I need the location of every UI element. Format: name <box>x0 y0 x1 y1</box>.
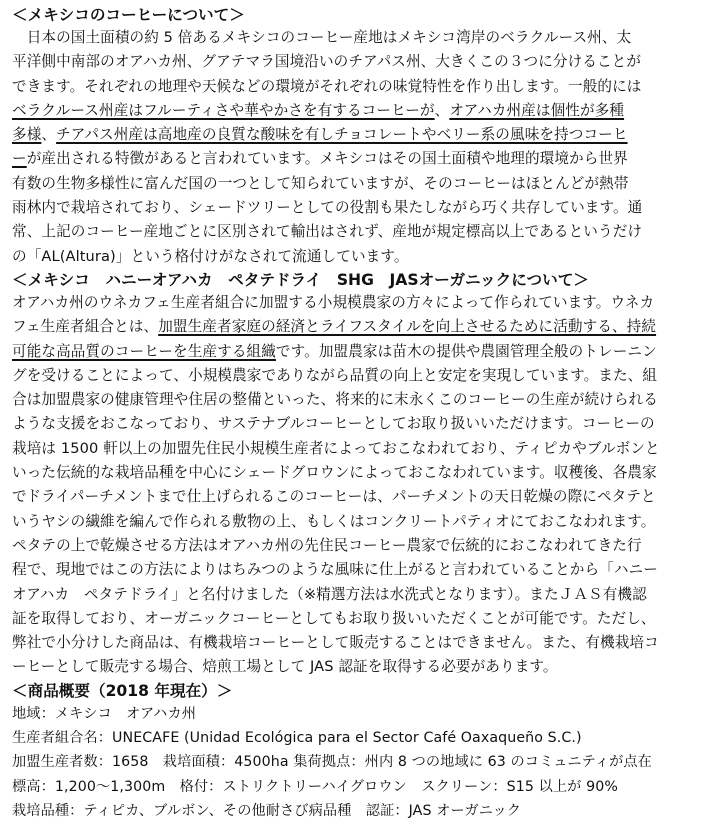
underlined-phrase: 多様 <box>12 126 42 144</box>
paragraph-line: できます。それぞれの地理や天候などの環境がそれぞれの味覚特性を作り出します。一般的には <box>12 77 642 95</box>
paragraph-line <box>12 340 714 364</box>
paragraph-line: グを受けることによって、小規模農家でありながら品質の向上と安定を実現しています。また、組 <box>12 366 658 384</box>
underlined-phrase: 加盟生産者家庭の経済とライフスタイルを向上させるために活動する、持続 <box>158 318 657 336</box>
text-run: です。加盟農家は苗木の提供や農園管理全般のトレーニン <box>275 342 657 360</box>
paragraph-line: 有数の生物多様性に富んだ国の一つとして知られていますが、そのコーヒーはほとんどが熱帯 <box>12 174 629 192</box>
section-honey-oaxaca <box>12 269 714 680</box>
paragraph-line <box>12 99 714 123</box>
paragraph-line: 弊社で小分けした商品は、有機栽培コーヒーとして販売することはできません。また、有機栽培コ <box>12 634 659 652</box>
paragraph-line: オアハカ州のウネカフェ生産者組合に加盟する小規模農家の方々によって作られています。ウネカ <box>12 293 655 311</box>
section-mexico-coffee <box>12 4 714 269</box>
paragraph-line <box>12 123 714 147</box>
paragraph-line: 合は加盟農家の健康管理や住居の整備といった、将来的に末永くこのコーヒーの生産が続けられる <box>12 391 658 409</box>
underlined-phrase: ベラクルース州産はフルーティさや華やかさを有するコーヒーが <box>12 101 435 119</box>
paragraph-line <box>12 147 714 171</box>
paragraph-line: 日本の国土面積の約 5 倍あるメキシコのコーヒー産地はメキシコ湾岸のベラクルース州、太 <box>12 29 632 46</box>
paragraph-line: 証を取得しており、オーガニックコーヒーとしてもお取り扱いいただくことが可能です。ただし、 <box>12 609 656 627</box>
spec-line-varieties: 栽培品種：ティピカ、ブルボン、その他耐さび病品種 認証：JAS オーガニック <box>12 802 522 819</box>
underlined-phrase: ー <box>12 150 27 168</box>
text-run: が産出される特徴があると言われています。メキシコはその国土面積や地理的環境から世界 <box>26 150 628 168</box>
paragraph-line: いうヤシの繊維を編んで作られる敷物の上、もしくはコンクリートパティオにておこなわれます。 <box>12 512 656 530</box>
paragraph-line: ような支援をおこなっており、サステナブルコーヒーとしてお取り扱いいただけます。コーヒーの <box>12 415 655 433</box>
underlined-phrase: オアハカ州産は個性が多種 <box>449 101 625 119</box>
spec-line-region: 地域：メキシコ オアハカ州 <box>12 705 197 722</box>
section-product-overview <box>12 680 714 823</box>
section-heading: ＜メキシコのコーヒーについて＞ <box>12 6 245 24</box>
spec-line-altitude: 標高：1,200～1,300m 格付：ストリクトリーハイグロウン スクリーン：S15 以上が 90% <box>12 778 618 795</box>
spec-line-members: 加盟生産者数：1658 栽培面積：4500ha 集荷拠点：州内 8 つの地域に 63 のコミュニティが点在 <box>12 754 652 771</box>
punctuation: 、 <box>41 126 57 144</box>
punctuation: 、 <box>434 101 450 119</box>
paragraph-line: 雨林内で栽培されており、シェードツリーとしての役割も果たしながら巧く共存しています。通 <box>12 199 643 217</box>
spec-line-cooperative: 生産者組合名：UNECAFE (Unidad Ecológica para el Sector Café Oaxaqueño S.C.) <box>12 730 582 747</box>
paragraph-line: ペタテの上で乾燥させる方法はオアハカ州の先住民コーヒー農家で伝統的におこなわれてきた行 <box>12 536 642 554</box>
paragraph-line: 平洋側中南部のオアハカ州、グアテマラ国境沿いのチアパス州、大きくこの３つに分けることが <box>12 53 642 71</box>
paragraph-line: でドライパーチメントまで仕上げられるこのコーヒーは、パーチメントの天日乾燥の際にペタテと <box>12 488 656 506</box>
paragraph-line: オアハカ ペタテドライ」と名付けました（※精選方法は水洗式となります）。またＪＡＳ有機認 <box>12 585 647 603</box>
underlined-phrase: チアパス州産は高地産の良質な酸味を有しチョコレートやベリー系の風味を持つコーヒ <box>56 126 628 144</box>
text-run: フェ生産者組合とは、 <box>12 318 159 336</box>
paragraph-line: の「AL(Altura)」という格付けがなされて流通しています。 <box>12 247 409 265</box>
section-heading: ＜メキシコ ハニーオアハカ ペタテドライ SHG JASオーガニックについて＞ <box>12 270 589 289</box>
paragraph-line: ーヒーとして販売する場合、焙煎工場として JAS 認証を取得する必要があります。 <box>12 658 558 676</box>
paragraph-line: 栽培は 1500 軒以上の加盟先住民小規模生産者によっておこなわれており、ティピカやブルボンと <box>12 439 660 457</box>
underlined-phrase: 可能な高品質のコーヒーを生産する組織 <box>12 342 276 360</box>
paragraph-line: 常、上記のコーヒー産地ごとに区別されて輸出はされず、産地が規定標高以上であるというだけ <box>12 223 643 241</box>
section-heading: ＜商品概要（2018 年現在）＞ <box>12 681 233 700</box>
paragraph-line: 程で、現地ではこの方法によりはちみつのような風味に仕上がると言われていることから「ハニー <box>12 561 658 579</box>
paragraph-line: いった伝統的な栽培品種を中心にシェードグロウンによっておこなわれています。収穫後、各農家 <box>12 464 657 482</box>
paragraph-line <box>12 315 714 339</box>
